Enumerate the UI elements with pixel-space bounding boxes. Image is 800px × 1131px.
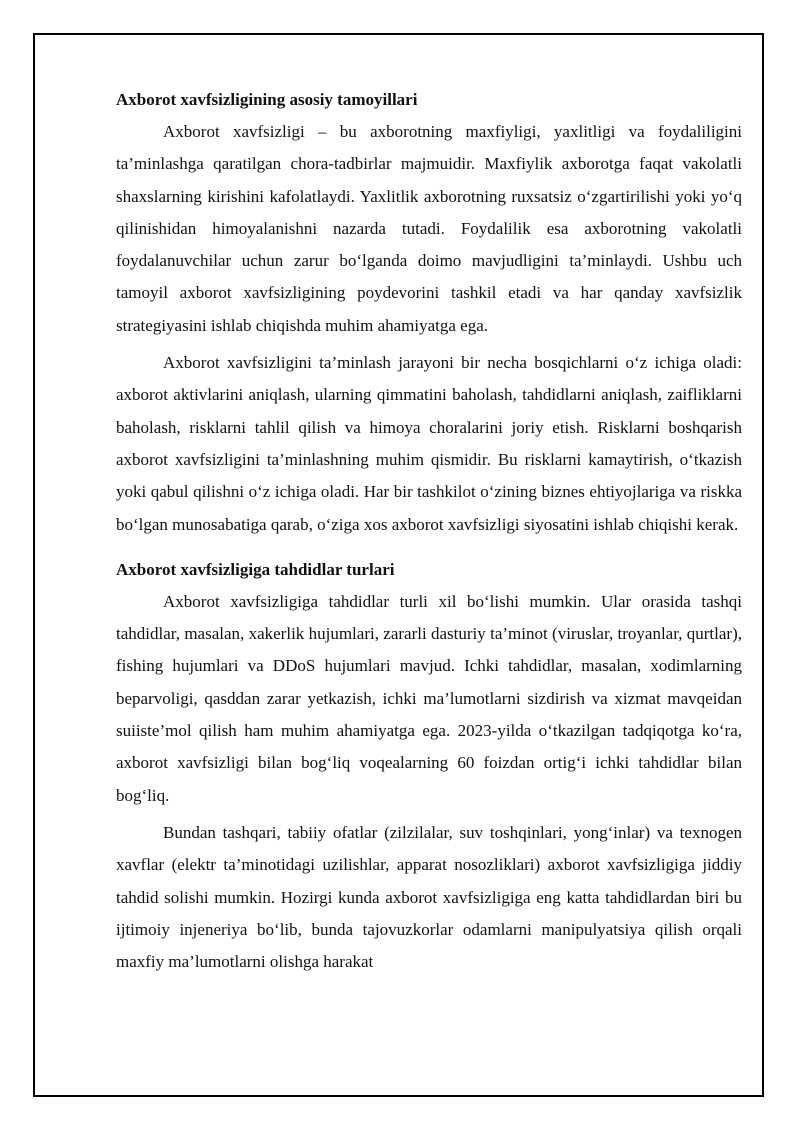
document-body	[116, 84, 742, 978]
paragraph: Bundan tashqari, tabiiy ofatlar (zilzilalar, suv toshqinlari, yong‘inlar) va texnogen xavflar (elektr ta’minotidagi uzilishlar, apparat nosozliklari) axborot xavfsizligiga jiddiy tahdid solishi mumkin. Hozirgi kunda axborot xavfsizligiga eng katta tahdidlardan biri bu ijtimoiy injeneriya bo‘lib, bunda tajovuzkorlar odamlarni manipulyatsiya qilish orqali maxfiy ma’lumotlarni olishga harakat	[116, 822, 742, 972]
paragraph: Axborot xavfsizligini ta’minlash jarayoni bir necha bosqichlarni o‘z ichiga oladi: axborot aktivlarini aniqlash, ularning qimmatini baholash, tahdidlarni aniqlash, zaifliklarni baholash, risklarni tahlil qilish va himoya choralarini joriy etish. Risklarni boshqarish axborot xavfsizligini ta’minlashning muhim qismidir. Bu risklarni kamaytirish, o‘tkazish yoki qabul qilishni o‘z ichiga oladi. Har bir tashkilot o‘zining biznes ehtiyojlariga va riskka bo‘lgan munosabatiga qarab, o‘ziga xos axborot xavfsizligi siyosatini ishlab chiqishi kerak.	[116, 353, 742, 534]
section-heading-threats: Axborot xavfsizligiga tahdidlar turlari	[116, 559, 395, 579]
paragraph: Axborot xavfsizligi – bu axborotning maxfiyligi, yaxlitligi va foydaliligini ta’minlashga qaratilgan chora-tadbirlar majmuidir. Maxfiylik axborotga faqat vakolatli shaxslarning kirishini kafolatlaydi. Yaxlitlik axborotning ruxsatsiz o‘zgartirilishi yoki yo‘q qilinishidan himoyalanishni nazarda tutadi. Foydalilik esa axborotning vakolatli foydalanuvchilar uchun zarur bo‘lganda doimo mavjudligini ta’minlaydi. Ushbu uch tamoyil axborot xavfsizligining poydevorini tashkil etadi va har qanday xavfsizlik strategiyasini ishlab chiqishda muhim ahamiyatga ega.	[116, 122, 742, 335]
paragraph: Axborot xavfsizligiga tahdidlar turli xil bo‘lishi mumkin. Ular orasida tashqi tahdidlar, masalan, xakerlik hujumlari, zararli dasturiy ta’minot (viruslar, troyanlar, qurtlar), fishing hujumlari va DDoS hujumlari mavjud. Ichki tahdidlar, masalan, xodimlarning beparvoligi, qasddan zarar yetkazish, ichki ma’lumotlarni sizdirish va xizmat mavqeidan suiiste’mol qilish ham muhim ahamiyatga ega. 2023-yilda o‘tkazilgan tadqiqotga ko‘ra, axborot xavfsizligi bilan bog‘liq voqealarning 60 foizdan ortig‘i ichki tahdidlar bilan bog‘liq.	[116, 591, 742, 805]
section-heading-principles: Axborot xavfsizligining asosiy tamoyillari	[116, 90, 418, 109]
